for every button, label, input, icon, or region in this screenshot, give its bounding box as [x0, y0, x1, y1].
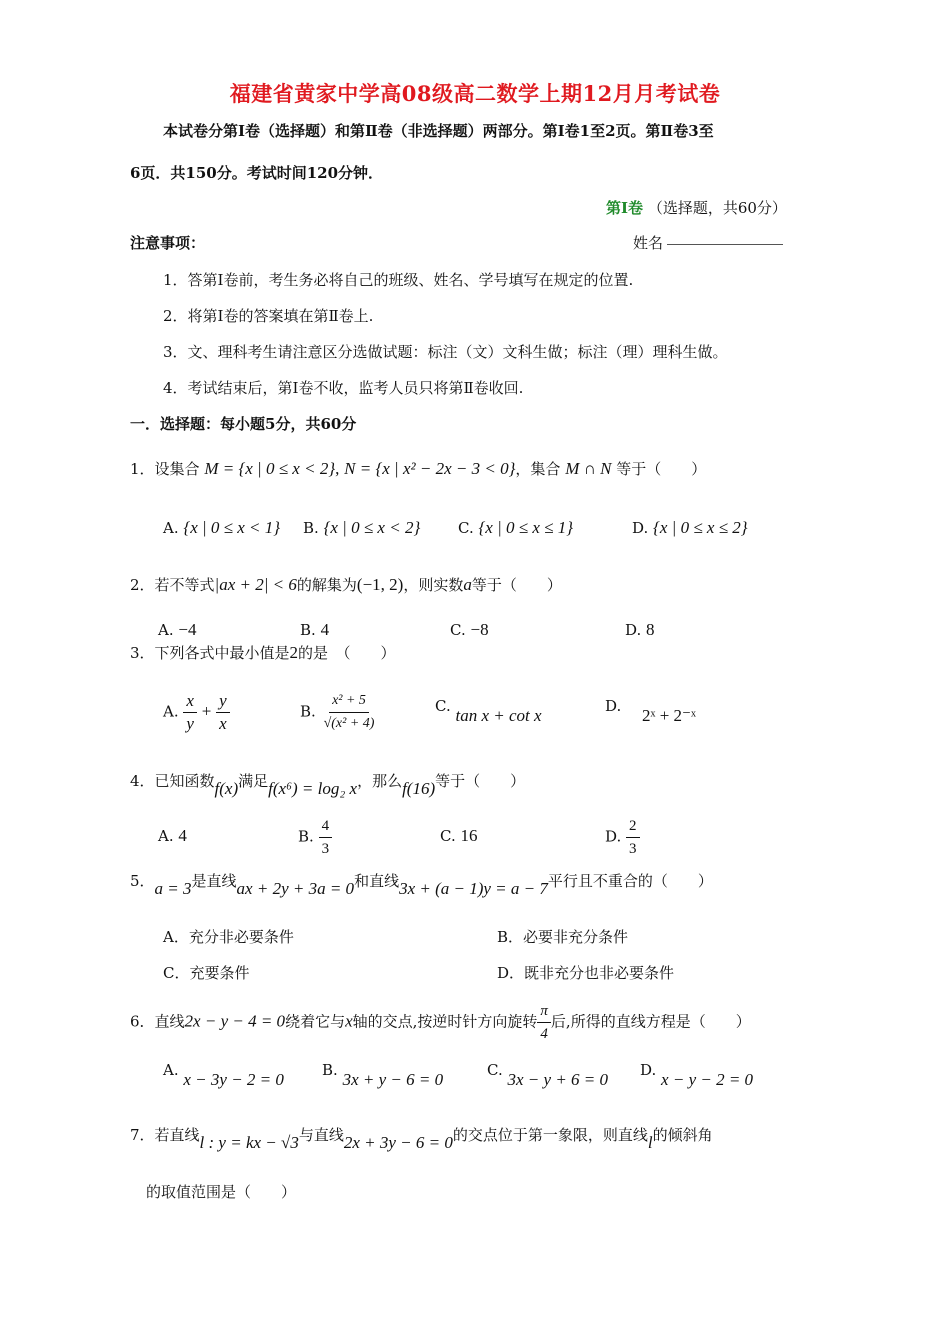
q2-option-b[interactable]: B. 4	[300, 620, 330, 639]
notice-item: 4．考试结束后，第Ⅰ卷不收，监考人员只将第Ⅱ卷收回.	[163, 379, 524, 397]
q3-option-c[interactable]: C. tan x + cot x	[435, 697, 542, 725]
notice-item: 1．答第Ⅰ卷前，考生务必将自己的班级、姓名、学号填写在规定的位置.	[163, 271, 634, 289]
name-blank-line[interactable]	[667, 244, 783, 245]
question-1-stem: 1．设集合 M = {x | 0 ≤ x < 2}, N = {x | x² − 2x − 3 < 0}，集合 M ∩ N 等于（ ）	[130, 459, 707, 478]
q4-option-b[interactable]: B. $\frac{4}{3}$	[298, 815, 332, 860]
notice-item: 2．将第Ⅰ卷的答案填在第Ⅱ卷上.	[163, 307, 374, 325]
q5-option-a[interactable]: A．充分非必要条件	[163, 928, 294, 946]
q2-option-d[interactable]: D. 8	[625, 620, 655, 639]
q2-option-a[interactable]: A. −4	[158, 620, 197, 639]
question-4-stem: 4．已知函数f(x)满足f(x⁶) = log₂ x，那么f(16)等于（ ）	[130, 772, 526, 798]
intro-line-1: 本试卷分第Ⅰ卷（选择题）和第Ⅱ卷（非选择题）两部分。第Ⅰ卷1至2页。第Ⅱ卷3至	[163, 122, 714, 140]
q6-option-a[interactable]: A. x − 3y − 2 = 0	[163, 1061, 284, 1089]
q2-option-c[interactable]: C. −8	[450, 620, 489, 639]
name-field[interactable]	[633, 232, 783, 253]
part1-note: （选择题，共60分）	[647, 199, 787, 217]
q3-option-b[interactable]: B. $\frac{\text{x² + 5}}{\text{√(x² + 4)}}$	[300, 690, 377, 735]
q6-option-c[interactable]: C. 3x − y + 6 = 0	[487, 1061, 609, 1089]
q4-option-a[interactable]: A. 4	[158, 826, 187, 845]
question-6-stem: 6．直线2x − y − 4 = 0绕着它与x轴的交点,按逆时针方向旋转 $\frac{\pi}{4}$ 后,所得的直线方程是（ ）	[130, 1000, 751, 1045]
question-7-stem-cont: 的取值范围是（ ）	[146, 1183, 297, 1201]
q5-option-d[interactable]: D．既非充分也非必要条件	[497, 964, 675, 982]
question-7-stem: 7．若直线l : y = kx − √3与直线2x + 3y − 6 = 0的交点位于第一象限，则直线l的倾斜角	[130, 1126, 713, 1152]
inequality: |ax + 2| < 6	[214, 575, 297, 594]
name-label: 姓名	[633, 234, 664, 252]
q6-option-d[interactable]: D. x − y − 2 = 0	[640, 1061, 754, 1089]
q4-option-c[interactable]: C. 16	[440, 826, 478, 845]
question-2-stem: 2．若不等式|ax + 2| < 6的解集为(−1, 2)，则实数a等于（ ）	[130, 575, 562, 594]
set-m: M = {x | 0 ≤ x < 2}	[204, 459, 336, 478]
q5-option-c[interactable]: C．充要条件	[163, 964, 250, 982]
q1-option-c[interactable]: C. {x | 0 ≤ x ≤ 1}	[458, 518, 574, 537]
intro-line-2: 6页．共150分。考试时间120分钟．	[130, 164, 384, 182]
exam-title: 福建省黄家中学高08级高二数学上期12月月考试卷	[229, 81, 721, 106]
q3-option-d[interactable]: D. 2ˣ + 2⁻ˣ	[605, 697, 696, 725]
section-heading: 一．选择题：每小题5分，共60分	[130, 415, 357, 433]
notice-heading: 注意事项：	[130, 234, 206, 252]
q5-option-b[interactable]: B．必要非充分条件	[497, 928, 629, 946]
q1-option-d[interactable]: D. {x | 0 ≤ x ≤ 2}	[632, 518, 748, 537]
question-5-stem: 5．a = 3是直线ax + 2y + 3a = 0和直线3x + (a − 1)y = a − 7平行且不重合的（ ）	[130, 872, 713, 898]
q4-option-d[interactable]: D. $\frac{2}{3}$	[605, 815, 640, 860]
q3-option-a[interactable]: A. $\frac{x}{y}$ + $\frac{y}{x}$	[163, 690, 230, 735]
part1-heading	[606, 197, 787, 218]
q6-option-b[interactable]: B. 3x + y − 6 = 0	[322, 1061, 444, 1089]
intersection-expr: M ∩ N	[565, 459, 612, 478]
q1-option-b[interactable]: B. {x | 0 ≤ x < 2}	[303, 518, 421, 537]
interval: (−1, 2)	[356, 575, 404, 594]
q1-option-a[interactable]: A. {x | 0 ≤ x < 1}	[163, 518, 281, 537]
notice-item: 3．文、理科考生请注意区分选做试题：标注（文）文科生做；标注（理）理科生做。	[163, 343, 728, 361]
set-n: N = {x | x² − 2x − 3 < 0}	[344, 459, 516, 478]
part1-label: 第Ⅰ卷	[606, 199, 644, 217]
question-3-stem: 3．下列各式中最小值是2的是 （ ）	[130, 643, 396, 662]
